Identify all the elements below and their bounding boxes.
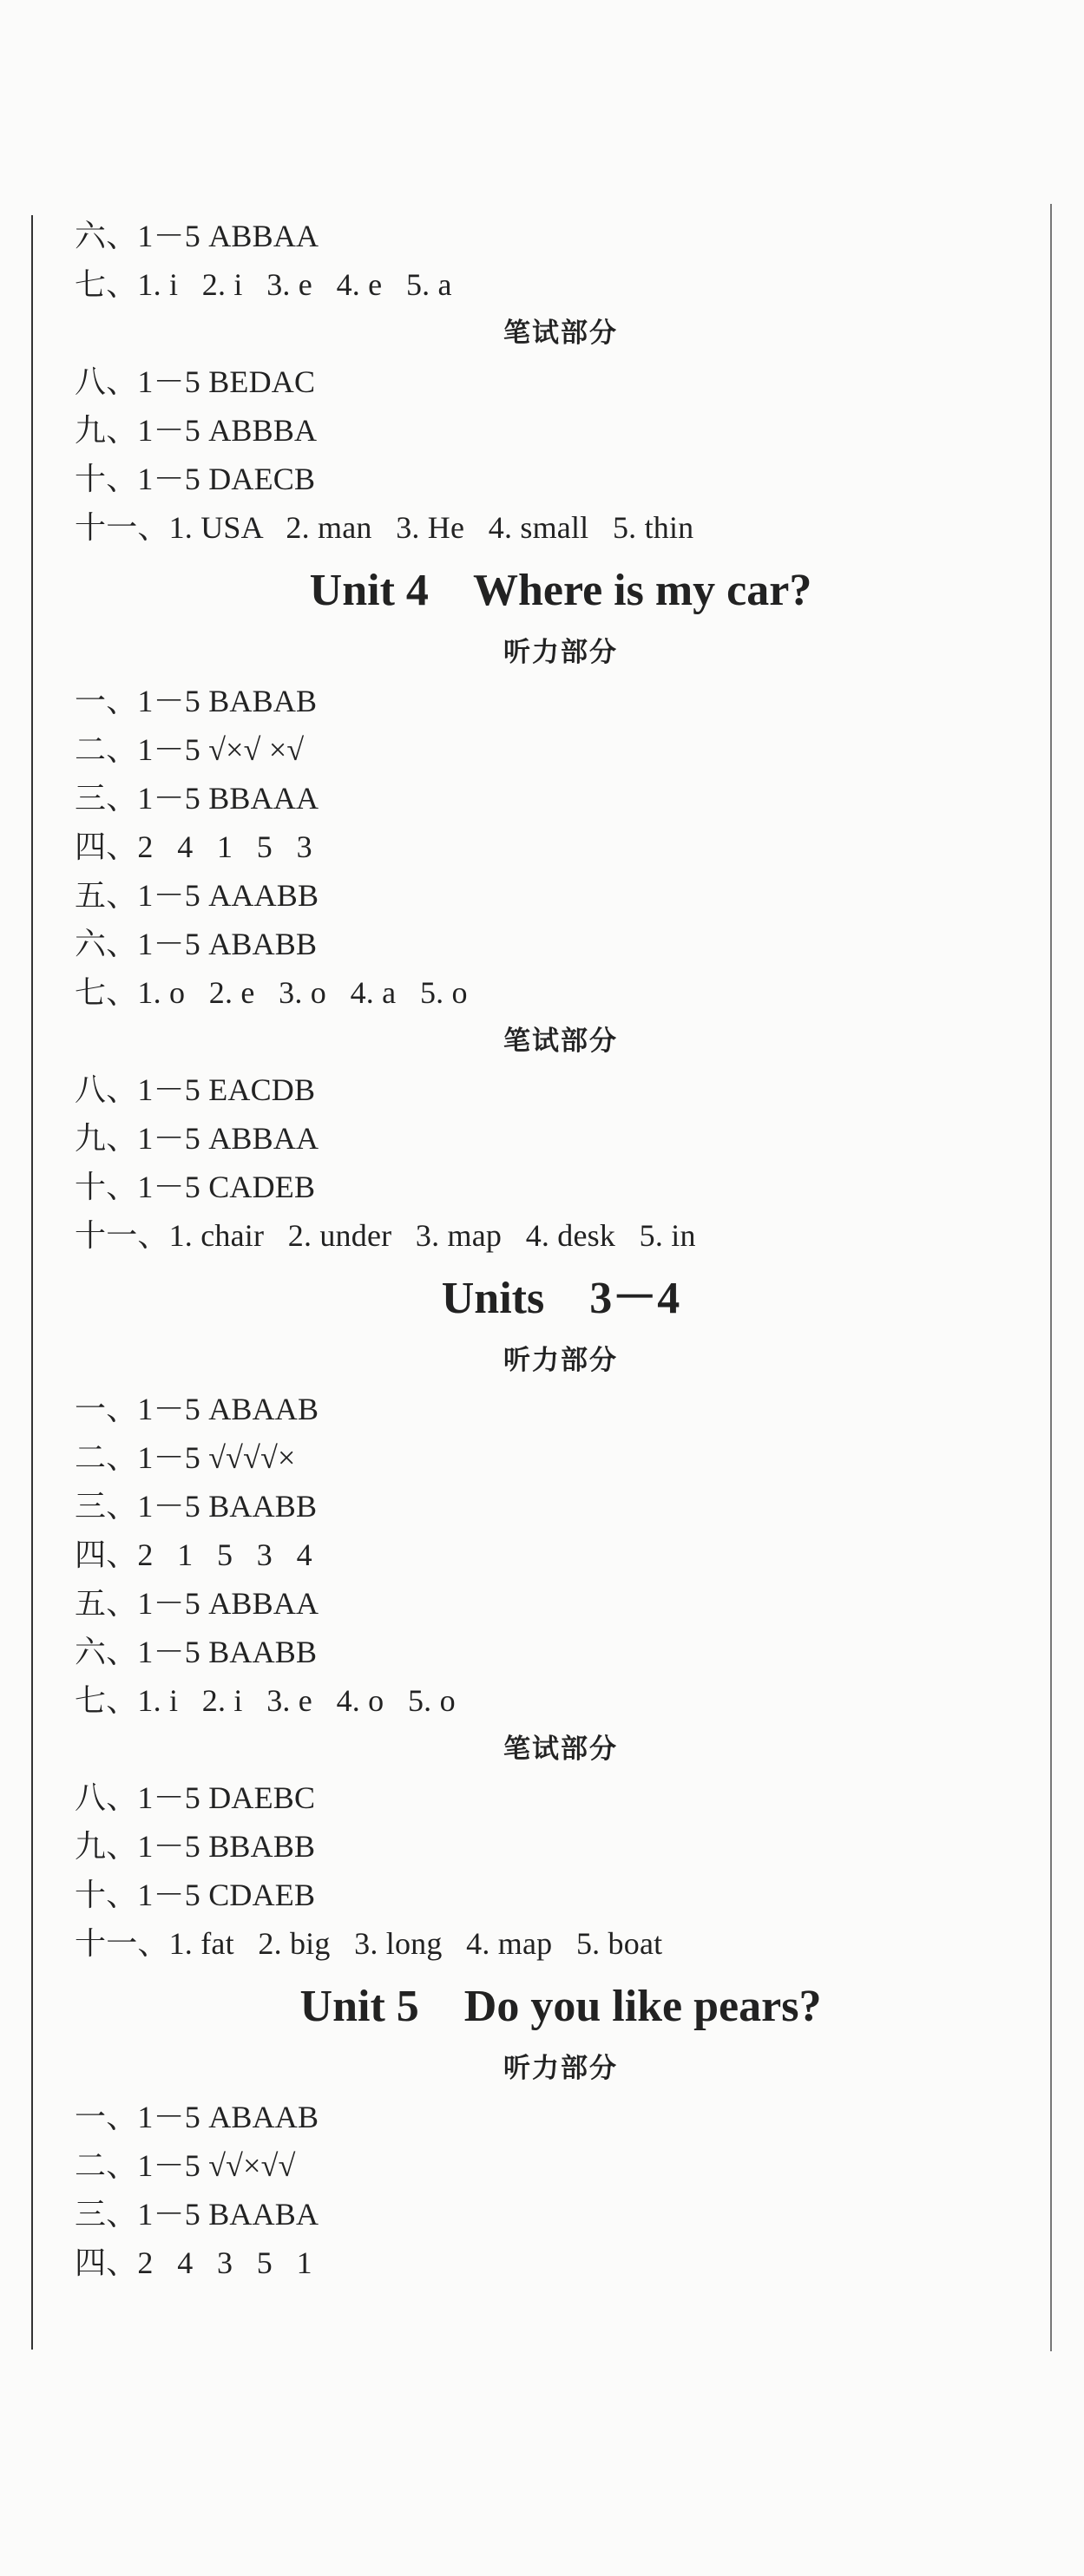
answer-line: 一、1－5 ABAAB xyxy=(75,1392,319,1426)
answer-line: 十、1－5 CDAEB xyxy=(75,1878,316,1912)
answer-line: 七、1. i 2. i 3. e 4. e 5. a xyxy=(75,267,452,302)
answer-line: 九、1－5 ABBAA xyxy=(75,1121,319,1156)
answer-line: 二、1－5 √√√√× xyxy=(75,1440,296,1475)
answer-line: 六、1－5 ABBAA xyxy=(75,219,319,253)
answer-line: 二、1－5 √√×√√ xyxy=(75,2148,296,2183)
section-heading: 听力部分 xyxy=(503,637,618,668)
answer-line: 十一、1. fat 2. big 3. long 4. map 5. boat xyxy=(75,1926,663,1961)
answer-line: 三、1－5 BBAAA xyxy=(75,781,319,816)
answer-line: 八、1－5 BEDAC xyxy=(75,364,316,399)
answer-line: 十、1－5 CADEB xyxy=(75,1170,316,1204)
answer-line: 十一、1. chair 2. under 3. map 4. desk 5. in xyxy=(75,1218,696,1253)
section-heading: 听力部分 xyxy=(503,1345,618,1376)
answer-line: 七、1. o 2. e 3. o 4. a 5. o xyxy=(75,975,468,1010)
answer-line: 十一、1. USA 2. man 3. He 4. small 5. thin xyxy=(75,510,694,545)
unit-title: Units 3－4 xyxy=(441,1274,680,1323)
section-heading: 笔试部分 xyxy=(503,1026,618,1057)
answer-line: 六、1－5 ABABB xyxy=(75,927,318,961)
answer-line: 八、1－5 DAEBC xyxy=(75,1780,316,1815)
answer-line: 三、1－5 BAABB xyxy=(75,1489,318,1524)
answer-line: 五、1－5 ABBAA xyxy=(75,1586,319,1621)
unit-title: Unit 5 Do you like pears? xyxy=(299,1982,822,2031)
answer-key-content xyxy=(75,212,1012,2287)
answer-line: 四、2 1 5 3 4 xyxy=(75,1537,312,1572)
section-heading: 笔试部分 xyxy=(503,318,618,349)
answer-line: 八、1－5 EACDB xyxy=(75,1072,316,1107)
answer-line: 九、1－5 ABBBA xyxy=(75,413,318,448)
answer-line: 七、1. i 2. i 3. e 4. o 5. o xyxy=(75,1683,456,1718)
answer-line: 十、1－5 DAECB xyxy=(75,462,316,496)
section-heading: 听力部分 xyxy=(503,2053,618,2084)
page-border-right xyxy=(1050,204,1052,2351)
answer-line: 五、1－5 AAABB xyxy=(75,878,319,913)
answer-line: 四、2 4 1 5 3 xyxy=(75,829,312,864)
answer-line: 四、2 4 3 5 1 xyxy=(75,2245,312,2280)
answer-line: 六、1－5 BAABB xyxy=(75,1635,318,1669)
page-border-left xyxy=(31,215,33,2350)
answer-line: 九、1－5 BBABB xyxy=(75,1829,316,1864)
answer-line: 一、1－5 ABAAB xyxy=(75,2100,319,2134)
answer-line: 二、1－5 √×√ ×√ xyxy=(75,732,305,767)
answer-line: 一、1－5 BABAB xyxy=(75,684,318,718)
section-heading: 笔试部分 xyxy=(503,1734,618,1765)
unit-title: Unit 4 Where is my car? xyxy=(309,566,812,615)
answer-line: 三、1－5 BAABA xyxy=(75,2197,319,2232)
